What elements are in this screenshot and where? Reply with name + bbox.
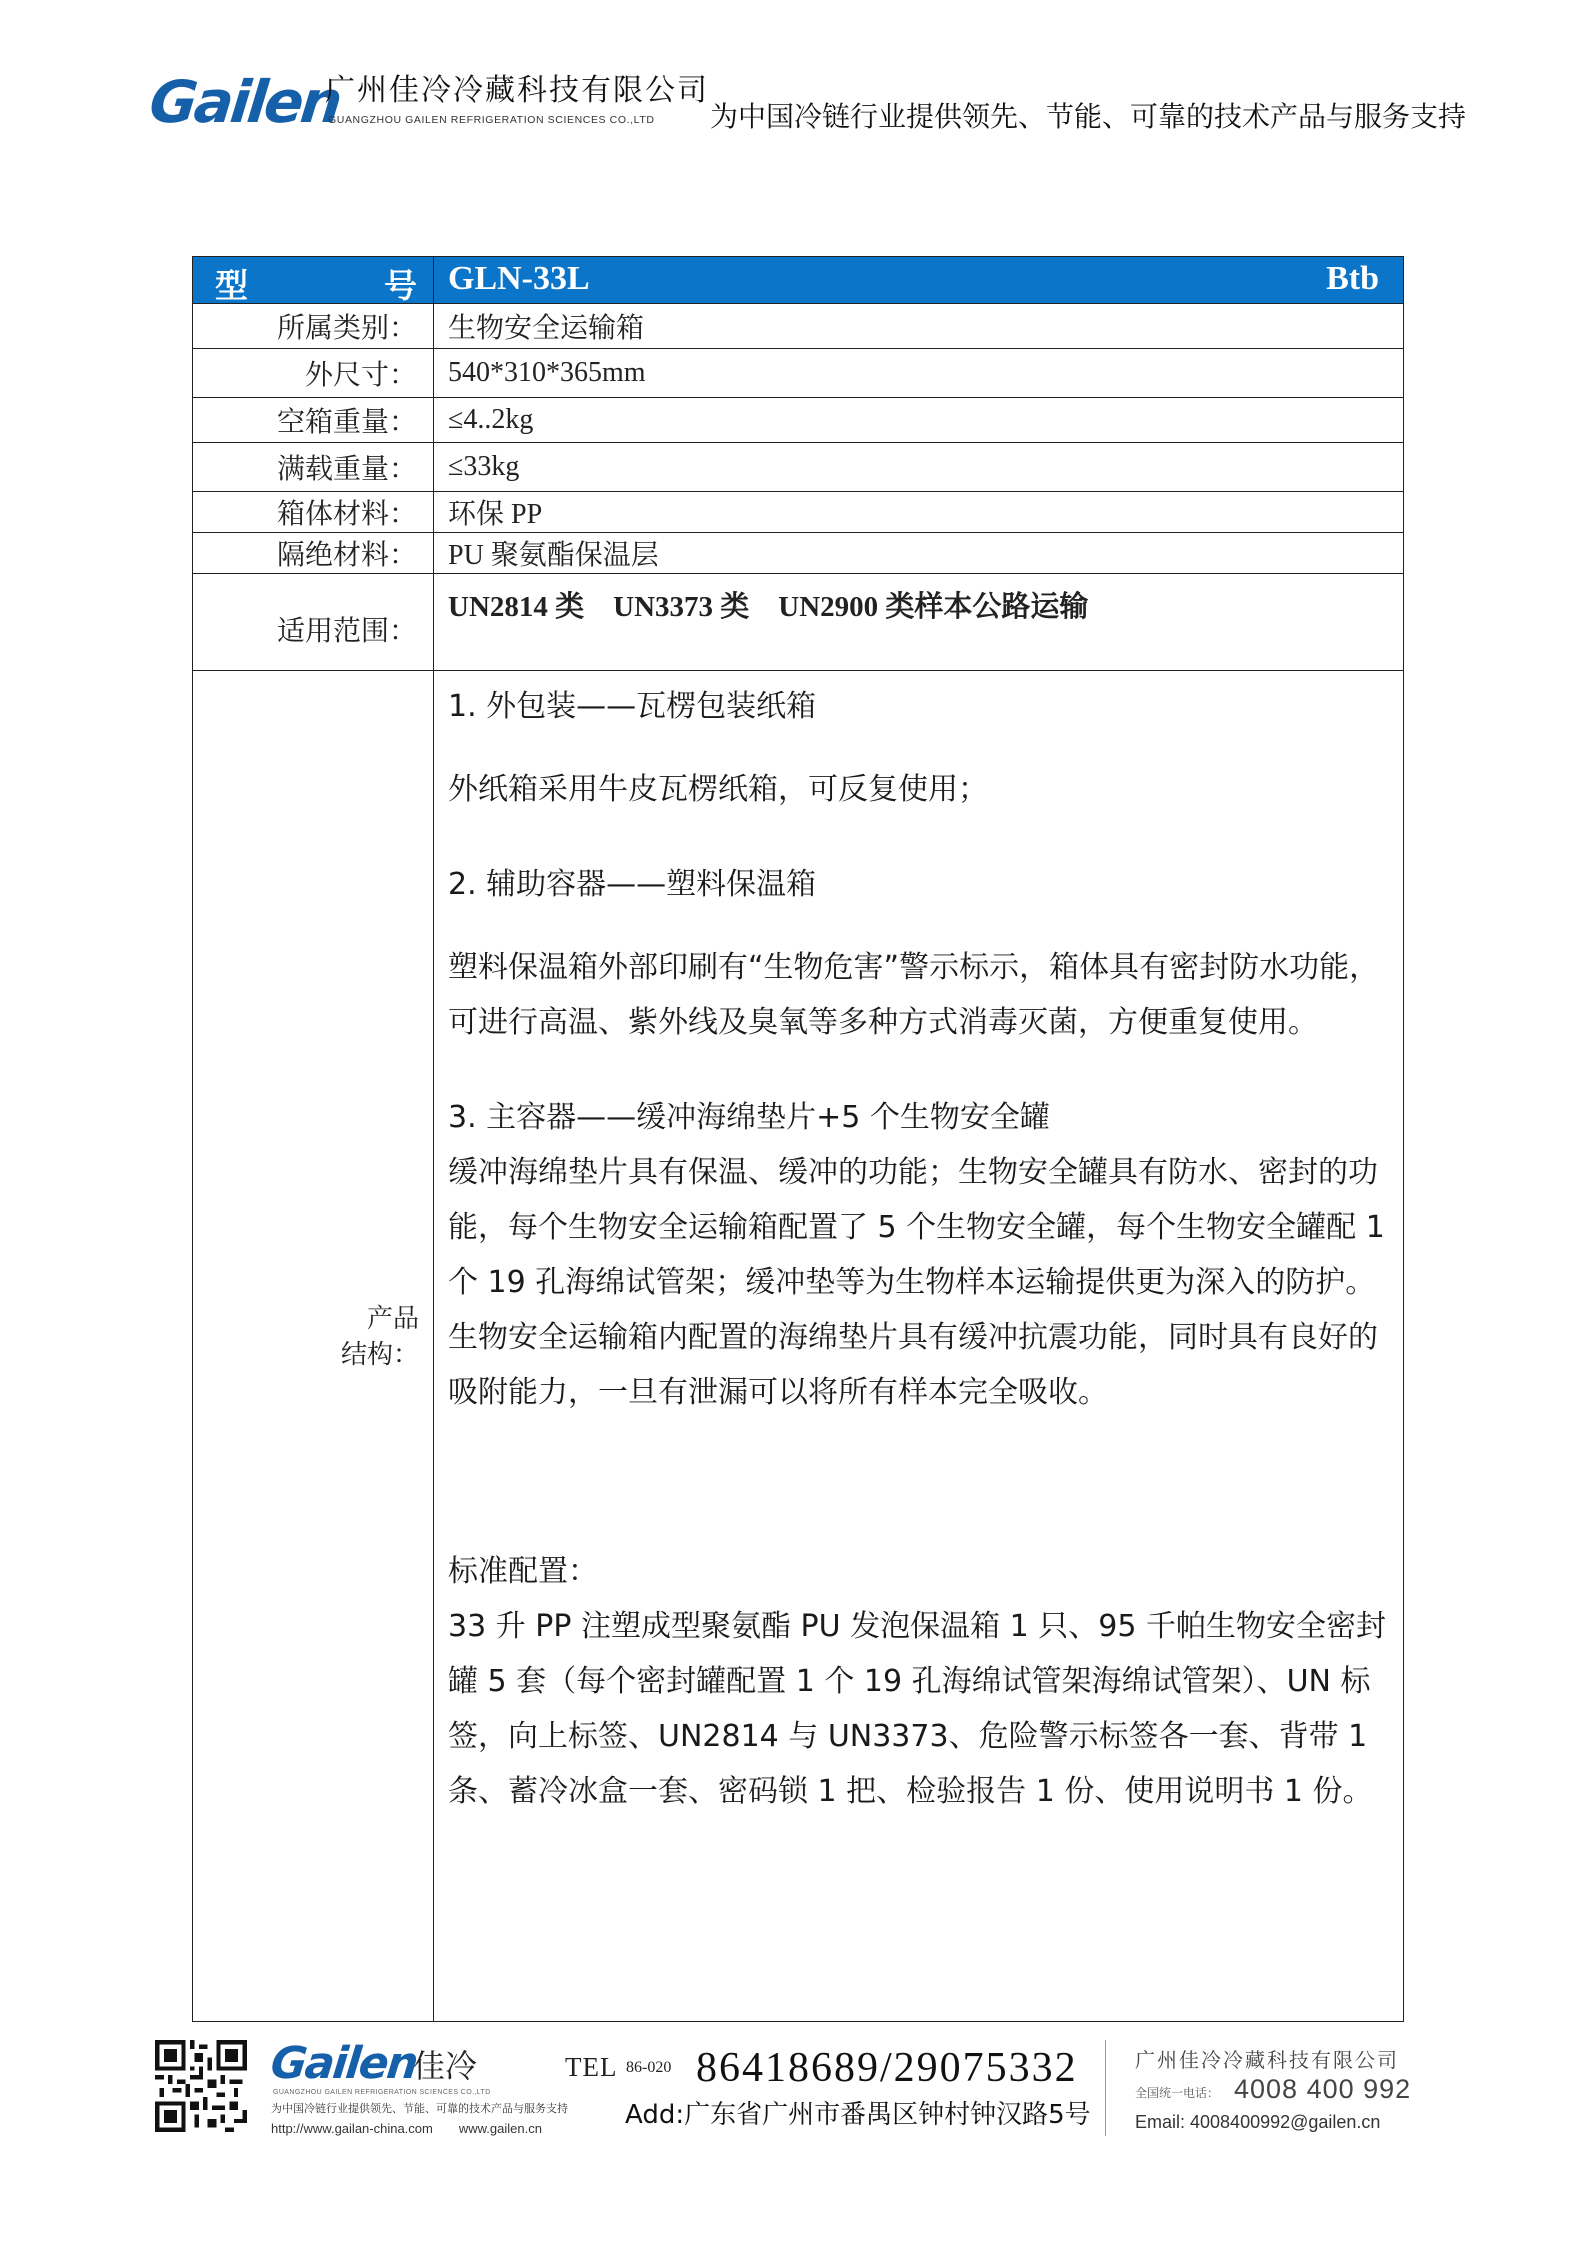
hotline-label: 全国统一电话： <box>1135 2086 1220 2100</box>
footer-logo-cn: 佳冷 <box>413 2047 478 2085</box>
structure-heading: 1. 外包装——瓦楞包装纸箱 <box>448 689 817 724</box>
spec-label: 满载重量： <box>193 443 434 492</box>
footer-divider <box>1105 2040 1106 2136</box>
spec-row-structure <box>193 671 1404 2022</box>
spec-label: 空箱重量： <box>193 398 434 443</box>
tel-numbers: 86418689/29075332 <box>696 2045 1078 2091</box>
model-value-cell <box>434 257 1404 304</box>
spec-value: ≤33kg <box>434 443 1404 492</box>
footer-address: Add:广东省广州市番禺区钟村钟汉路5号 <box>625 2100 1091 2130</box>
footer-company: 广州佳冷冷藏科技有限公司 <box>1135 2048 1399 2072</box>
spec-value: UN2814 类 UN3373 类 UN2900 类样本公路运输 <box>434 574 1404 671</box>
spec-label: 所属类别： <box>193 304 434 349</box>
standard-config-paragraph: 33 升 PP 注塑成型聚氨酯 PU 发泡保温箱 1 只、95 千帕生物安全密封罐 5 套（每个密封罐配置 1 个 19 孔海绵试管架海绵试管架）、UN 标签，向上标签、UN2814 与 UN3373、危险警示标签各一套、背带 1 条、蓄冷冰盒一套、密码锁 1 把、检验报告 1 份、使用说明书 1 份。 <box>448 1609 1386 1809</box>
spec-row-dimensions <box>193 349 1404 398</box>
spec-label: 外尺寸： <box>193 349 434 398</box>
structure-label-line-2: 结构： <box>340 1340 419 1370</box>
footer-slogan: 为中国冷链行业提供领先、节能、可靠的技术产品与服务支持 <box>271 2102 568 2115</box>
structure-paragraph: 塑料保温箱外部印刷有“生物危害”警示标示，箱体具有密封防水功能，可进行高温、紫外线及臭氧等多种方式消毒灭菌，方便重复使用。 <box>448 950 1380 1040</box>
structure-heading: 3. 主容器——缓冲海绵垫片+5 个生物安全罐 <box>448 1100 1050 1135</box>
model-label-cell <box>193 257 434 304</box>
page-header <box>146 68 1467 140</box>
company-name-en: GUANGZHOU GAILEN REFRIGERATION SCIENCES CO.,LTD <box>328 114 655 126</box>
spec-row-insulation <box>193 533 1404 574</box>
tel-label: TEL <box>565 2052 618 2082</box>
footer-gailen-logo: Gailen <box>268 2038 419 2089</box>
spec-row-full-weight <box>193 443 1404 492</box>
spec-value: PU 聚氨酯保温层 <box>434 533 1404 574</box>
header-slogan: 为中国冷链行业提供领先、节能、可靠的技术产品与服务支持 <box>710 100 1467 133</box>
hotline-number: 4008 400 992 <box>1234 2074 1412 2104</box>
spec-label: 适用范围： <box>193 574 434 671</box>
spec-value: ≤4..2kg <box>434 398 1404 443</box>
footer-email[interactable]: Email: 4008400992@gailen.cn <box>1135 2112 1381 2132</box>
page-footer <box>155 2040 1435 2140</box>
spec-row-category <box>193 304 1404 349</box>
model-title-row <box>193 257 1404 304</box>
structure-paragraph: 缓冲海绵垫片具有保温、缓冲的功能；生物安全罐具有防水、密封的功能，每个生物安全运输箱配置了 5 个生物安全罐，每个生物安全罐配 1 个 19 孔海绵试管架；缓冲垫等为生物样本运输提供更为深入的防护。生物安全运输箱内配置的海绵垫片具有缓冲抗震功能，同时具有良好的吸附能力，一旦有泄漏可以将所有样本完全吸收。 <box>448 1155 1385 1410</box>
model-label-char-1: 型 <box>215 266 248 305</box>
structure-label-line-1: 产品 <box>366 1304 419 1334</box>
spec-value: 540*310*365mm <box>434 349 1404 398</box>
model-label-char-2: 号 <box>384 266 417 305</box>
spec-value: 生物安全运输箱 <box>434 304 1404 349</box>
spec-row-scope <box>193 574 1404 671</box>
model-number: GLN-33L <box>448 260 590 297</box>
spec-row-empty-weight <box>193 398 1404 443</box>
standard-config-heading: 标准配置： <box>448 1554 598 1589</box>
model-code: Btb <box>1326 260 1379 297</box>
spec-value: 环保 PP <box>434 492 1404 533</box>
spec-label: 箱体材料： <box>193 492 434 533</box>
structure-heading: 2. 辅助容器——塑料保温箱 <box>448 867 817 902</box>
footer-company-en: GUANGZHOU GAILEN REFRIGERATION SCIENCES CO.,LTD <box>273 2089 491 2096</box>
company-name-cn: 广州佳冷冷藏科技有限公司 <box>325 73 709 108</box>
spec-row-body-material <box>193 492 1404 533</box>
spec-table <box>192 256 1404 2022</box>
gailen-logo: Gailen <box>146 68 343 136</box>
structure-description <box>434 671 1404 2022</box>
tel-area-code: 86-020 <box>626 2059 672 2076</box>
footer-urls[interactable]: http://www.gailan-china.com www.gailen.cn <box>271 2121 542 2136</box>
qr-code-icon <box>155 2040 247 2132</box>
structure-label-cell <box>193 671 434 2022</box>
spec-label: 隔绝材料： <box>193 533 434 574</box>
structure-paragraph: 外纸箱采用牛皮瓦楞纸箱，可反复使用； <box>448 772 988 807</box>
